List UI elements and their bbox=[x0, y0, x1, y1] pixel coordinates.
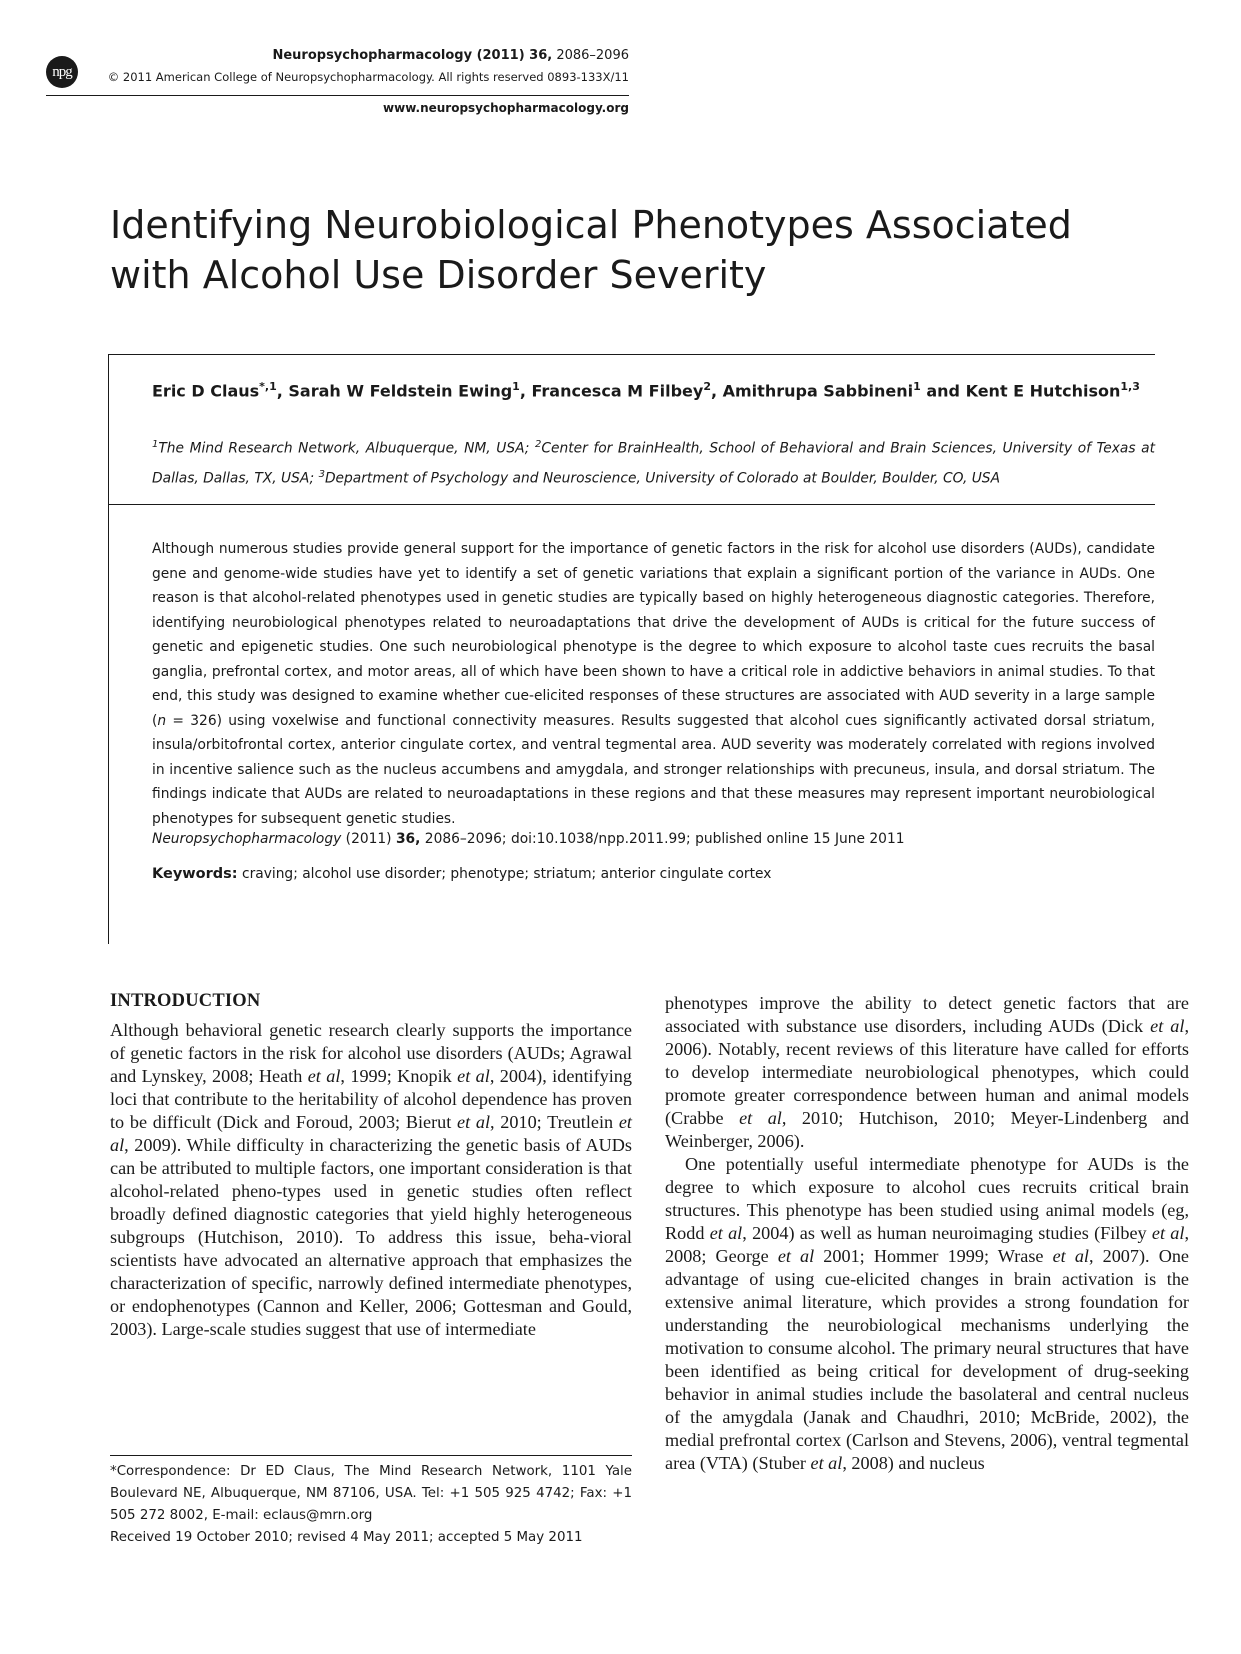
author-name: Sarah W Feldstein Ewing bbox=[288, 381, 513, 401]
author-name: Amithrupa Sabbineni bbox=[722, 381, 914, 401]
abstract: Although numerous studies provide general support for the importance of genetic factors in the risk for alcohol use disorders (AUDs), candidate gene and genome-wide studies have yet to identify a set of genetic variations that explain a significant portion of the variance in AUDs. One reason is that alcohol-related phenotypes used in genetic studies are typically based on highly heterogeneous diagnostic categories. Therefore, identifying neurobiological phenotypes related to neuroadaptations that drive the development of AUDs is critical for the future success of genetic and epigenetic studies. One such neurobiological phenotype is the degree to which exposure to alcohol taste cues recruits the basal ganglia, prefrontal cortex, and motor areas, all of which have been shown to have a critical role in addictive behaviors in animal studies. To that end, this study was designed to examine whether cue-elicited responses of these structures are associated with AUD severity in a large sample (n = 326) using voxelwise and functional connectivity measures. Results suggested that alcohol cues significantly activated dorsal striatum, insula/orbitofrontal cortex, anterior cingulate cortex, and ventral tegmental area. AUD severity was moderately correlated with regions involved in incentive salience such as the nucleus accumbens and amygdala, and stronger relationships with precuneus, insula, and dorsal striatum. The findings indicate that AUDs are related to neuroadaptations in these regions and that these measures may represent important neurobiological phenotypes for subsequent genetic studies. bbox=[152, 541, 1155, 827]
author-name: Francesca M Filbey bbox=[531, 381, 704, 401]
keywords-list: craving; alcohol use disorder; phenotype; striatum; anterior cingulate cortex bbox=[237, 866, 772, 882]
body-column-right bbox=[665, 992, 1189, 1475]
affiliation-text: Department of Psychology and Neuroscience, University of Colorado at Boulder, Boulder, CO, USA bbox=[324, 470, 1001, 487]
abstract-side-rule bbox=[108, 504, 109, 944]
header-divider bbox=[46, 95, 629, 96]
body-paragraph: phenotypes improve the ability to detect genetic factors that are associated with substance use disorders, including AUDs (Dick et al, 2006). Notably, recent reviews of this literature have called for efforts to develop intermediate neurobiological phenotypes, which could promote greater correspondence between human and animal models (Crabbe et al, 2010; Hutchison, 2010; Meyer-Lindenberg and Weinberger, 2006). bbox=[665, 993, 1189, 1151]
author-affiliation-marker: 1 bbox=[913, 380, 921, 393]
author-affiliation-marker: 1,3 bbox=[1120, 380, 1140, 393]
keywords-label: Keywords: bbox=[152, 866, 238, 882]
received-dates: Received 19 October 2010; revised 4 May 2011; accepted 5 May 2011 bbox=[110, 1530, 583, 1545]
section-heading-introduction: INTRODUCTION bbox=[110, 991, 261, 1011]
keywords bbox=[152, 862, 1155, 886]
affiliations bbox=[152, 432, 1155, 491]
affiliation-marker: 1 bbox=[152, 439, 159, 450]
author-box-top-rule bbox=[108, 354, 1155, 355]
page-range: 2086–2096 bbox=[552, 48, 629, 63]
affiliation-text: Center for BrainHealth, School of Behavioral and Brain Sciences, University of Texas at Dallas, Dallas, TX, USA; bbox=[152, 440, 1155, 487]
body-paragraph: One potentially useful intermediate phenotype for AUDs is the degree to which exposure to alcohol cues recruits critical brain structures. This phenotype has been studied using animal models (eg, Rodd et al, 2004) as well as human neuroimaging studies (Filbey et al, 2008; George et al 2001; Hommer 1999; Wrase et al, 2007). One advantage of using cue-elicited changes in brain activation is the extensive animal literature, which provides a strong foundation for understanding the neurobiological mechanisms underlying the motivation to consume alcohol. The primary neural structures that have been identified as being critical for development of drug-seeking behavior in animal studies include the basolateral and central nucleus of the amygdala (Janak and Chaudhri, 2010; McBride, 2002), the medial prefrontal cortex (Carlson and Stevens, 2006), ventral tegmental area (VTA) (Stuber et al, 2008) and nucleus bbox=[665, 1154, 1190, 1473]
footnote-divider bbox=[110, 1455, 632, 1456]
article-title: Identifying Neurobiological Phenotypes Associated with Alcohol Use Disorder Severity bbox=[110, 203, 1072, 297]
journal-name: Neuropsychopharmacology (2011) 36, bbox=[272, 48, 553, 63]
author-affiliation-marker: *,1 bbox=[259, 380, 277, 393]
author-list: Eric D Claus$^{*,1}$, Sarah W Feldstein Ewing$^1$, Francesca M Filbey$^2$, Amithrupa Sabbineni$^1$ and Kent E Hutchison$^{1,3}$ bbox=[152, 380, 1140, 401]
author-box-side-rule bbox=[108, 354, 109, 504]
affiliation-text: The Mind Research Network, Albuquerque, NM, USA; bbox=[158, 440, 536, 457]
copyright-notice: © 2011 American College of Neuropsychopharmacology. All rights reserved 0893-133X/11 bbox=[107, 70, 629, 84]
author-name: Kent E Hutchison bbox=[965, 381, 1121, 401]
author-affiliation-marker: 2 bbox=[703, 380, 711, 393]
journal-citation-header bbox=[272, 48, 629, 63]
affiliation-marker: 3 bbox=[318, 468, 325, 480]
author-name: Eric D Claus bbox=[152, 381, 260, 401]
author-affiliation-marker: 1 bbox=[512, 380, 520, 393]
journal-website-link[interactable]: www.neuropsychopharmacology.org bbox=[383, 101, 629, 115]
body-column-left bbox=[110, 990, 632, 1341]
npg-logo: npg bbox=[46, 56, 78, 88]
footnote bbox=[110, 1461, 632, 1549]
affiliation-marker: 2 bbox=[535, 439, 542, 450]
correspondence-note: *Correspondence: Dr ED Claus, The Mind Research Network, 1101 Yale Boulevard NE, Albuquerque, NM 87106, USA. Tel: +1 505 925 4742; Fax: +1 505 272 8002, E-mail: eclaus@mrn.org bbox=[110, 1464, 632, 1523]
author-box-bottom-rule bbox=[108, 504, 1155, 505]
body-paragraph: Although behavioral genetic research clearly supports the importance of genetic factors in the risk for alcohol use disorders (AUDs; Agrawal and Lynskey, 2008; Heath et al, 1999; Knopik et al, 2004), identifying loci that contribute to the heritability of alcohol dependence has proven to be difficult (Dick and Foroud, 2003; Bierut et al, 2010; Treutlein et al, 2009). While difficulty in characterizing the genetic basis of AUDs can be attributed to multiple factors, one important consideration is that alcohol-related pheno-types used in genetic studies often reflect broadly defined diagnostic categories that yield highly heterogeneous subgroups (Hutchison, 2010). To address this issue, beha-vioral scientists have advocated an alternative approach that emphasizes the characterization of specific, narrowly defined intermediate phenotypes, or endophenotypes (Cannon and Keller, 2006; Gottesman and Gould, 2003). Large-scale studies suggest that use of intermediate bbox=[110, 1020, 632, 1339]
article-citation: Neuropsychopharmacology (2011) 36, 2086–2096; doi:10.1038/npp.2011.99; published online 15 June 2011 bbox=[152, 831, 905, 847]
